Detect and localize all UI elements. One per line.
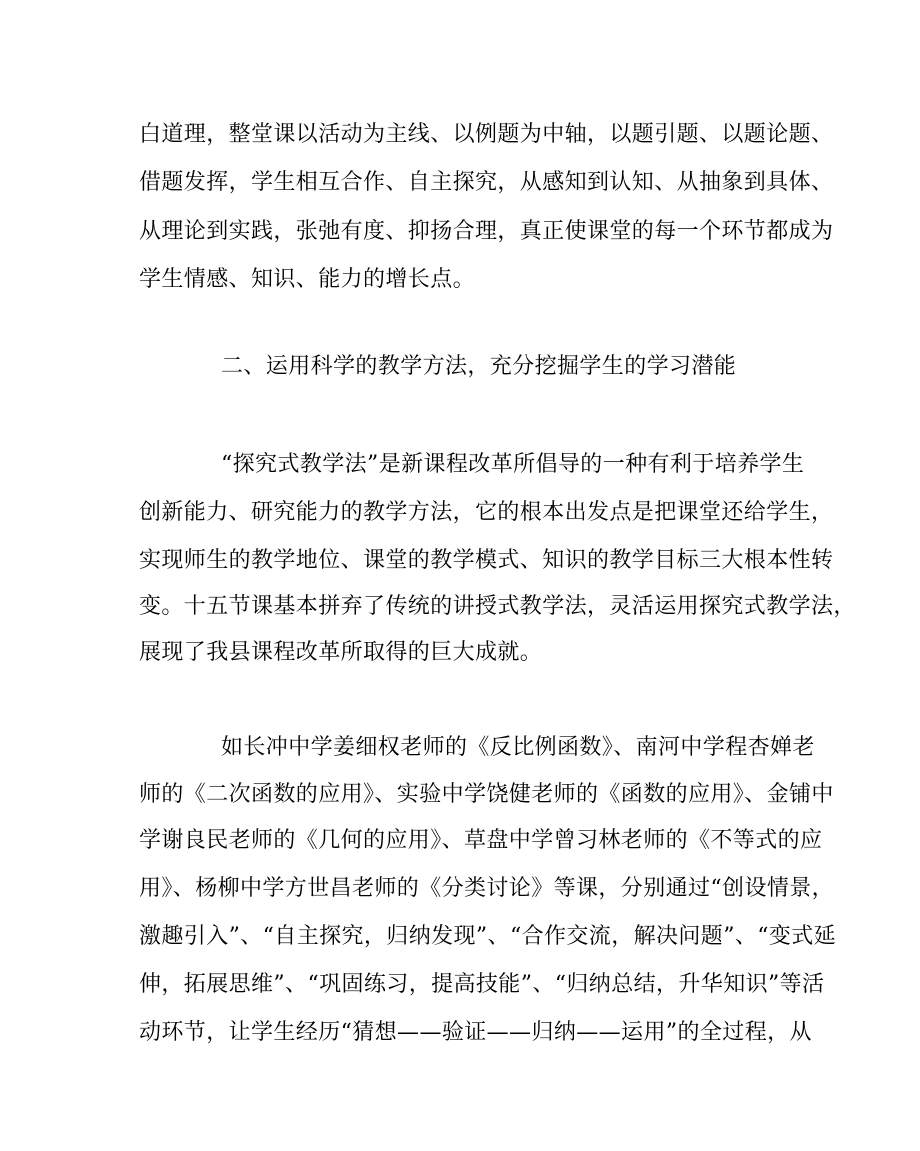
paragraph-1-line-3: 从理论到实践，张弛有度、抑扬合理，真正使课堂的每一个环节都成为: [139, 219, 834, 244]
paragraph-2-line-1: “探究式教学法”是新课程改革所倡导的一种有利于培养学生: [221, 452, 805, 477]
paragraph-1-line-1: 白道理，整堂课以活动为主线、以例题为中轴，以题引题、以题论题、: [139, 122, 834, 147]
paragraph-1-line-4: 学生情感、知识、能力的增长点。: [139, 267, 476, 292]
section-heading: 二、运用科学的教学方法，充分挖掘学生的学习潜能: [221, 354, 737, 379]
paragraph-2-line-5: 展现了我县课程改革所取得的巨大成就。: [139, 640, 543, 665]
paragraph-3-line-7: 动环节，让学生经历“猜想——验证——归纳——运用”的全过程，从: [139, 1020, 812, 1045]
paragraph-2-line-2: 创新能力、研究能力的教学方法，它的根本出发点是把课堂还给学生，: [139, 500, 834, 525]
paragraph-3-line-5: 激趣引入”、“自主探究，归纳发现”、“合作交流，解决问题”、“变式延: [139, 924, 837, 949]
paragraph-2-line-3: 实现师生的教学地位、课堂的教学模式、知识的教学目标三大根本性转: [139, 548, 834, 573]
paragraph-1-line-2: 借题发挥，学生相互合作、自主探究，从感知到认知、从抽象到具体、: [139, 170, 834, 195]
paragraph-3-line-3: 学谢良民老师的《几何的应用》、草盘中学曾习林老师的《不等式的应: [139, 828, 823, 853]
paragraph-3-line-4: 用》、杨柳中学方世昌老师的《分类讨论》等课，分别通过“创设情景，: [139, 876, 835, 901]
paragraph-3-line-1: 如长冲中学姜细权老师的《反比例函数》、南河中学程杏婵老: [221, 735, 815, 760]
paragraph-2-line-4: 变。十五节课基本拼弃了传统的讲授式教学法，灵活运用探究式教学法，: [139, 594, 856, 619]
paragraph-3-line-6: 伸，拓展思维”、“巩固练习，提高技能”、“归纳总结，升华知识”等活: [139, 972, 825, 997]
paragraph-3-line-2: 师的《二次函数的应用》、实验中学饶健老师的《函数的应用》、金铺中: [139, 782, 834, 807]
